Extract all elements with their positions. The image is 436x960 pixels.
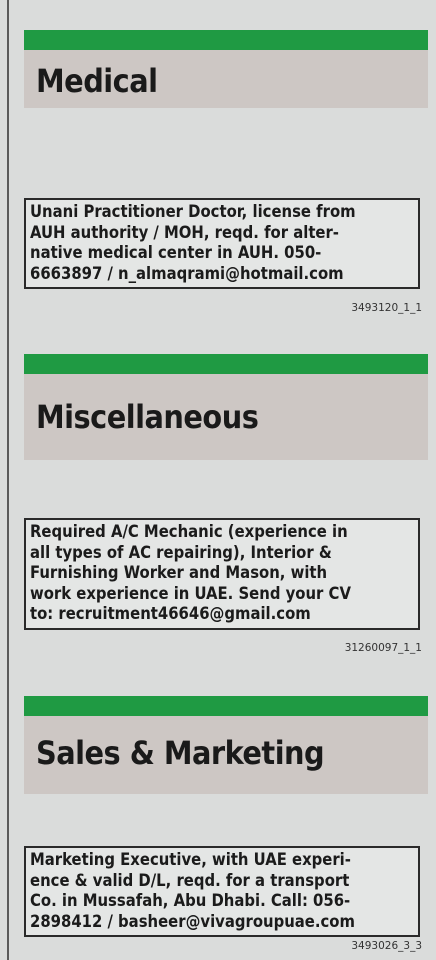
section-accent-bar — [24, 30, 428, 50]
ad-line: Co. in Mussafah, Abu Dhabi. Call: 056- — [30, 891, 351, 910]
section-accent-bar — [24, 354, 428, 374]
ad-line: Furnishing Worker and Mason, with — [30, 563, 328, 582]
ad-line: Marketing Executive, with UAE experi- — [30, 850, 351, 869]
section-title: Sales & Marketing — [36, 734, 325, 772]
ad-reference-code: 3493120_1_1 — [351, 302, 422, 314]
section-miscellaneous — [24, 354, 428, 460]
ad-line: work experience in UAE. Send your CV — [30, 583, 351, 603]
classified-ad — [24, 518, 420, 630]
classified-ad — [24, 198, 420, 289]
ad-line: to: recruitment46646@gmail.com — [30, 604, 311, 623]
ad-line: 2898412 / basheer@vivagroupuae.com — [30, 911, 355, 931]
ad-line: native medical center in AUH. 050- — [30, 243, 322, 262]
ad-line: Required A/C Mechanic (experience in — [30, 522, 348, 541]
section-title: Miscellaneous — [36, 398, 259, 436]
column-rule — [7, 0, 9, 960]
ad-reference-code: 31260097_1_1 — [344, 642, 422, 654]
section-accent-bar — [24, 696, 428, 716]
ad-reference-code: 3493026_3_3 — [351, 940, 422, 952]
section-header — [24, 374, 428, 460]
section-header — [24, 50, 428, 108]
ad-line: ence & valid D/L, reqd. for a transport — [30, 870, 350, 890]
ad-line: all types of AC repairing), Interior & — [30, 542, 332, 562]
section-sales-marketing — [24, 696, 428, 794]
section-medical — [24, 30, 428, 108]
section-header — [24, 716, 428, 794]
classified-ad — [24, 846, 420, 937]
ad-line: AUH authority / MOH, reqd. for alter- — [30, 222, 339, 242]
ad-line: Unani Practitioner Doctor, license from — [30, 202, 356, 221]
ad-line: 6663897 / n_almaqrami@hotmail.com — [30, 263, 344, 283]
section-title: Medical — [36, 62, 158, 100]
